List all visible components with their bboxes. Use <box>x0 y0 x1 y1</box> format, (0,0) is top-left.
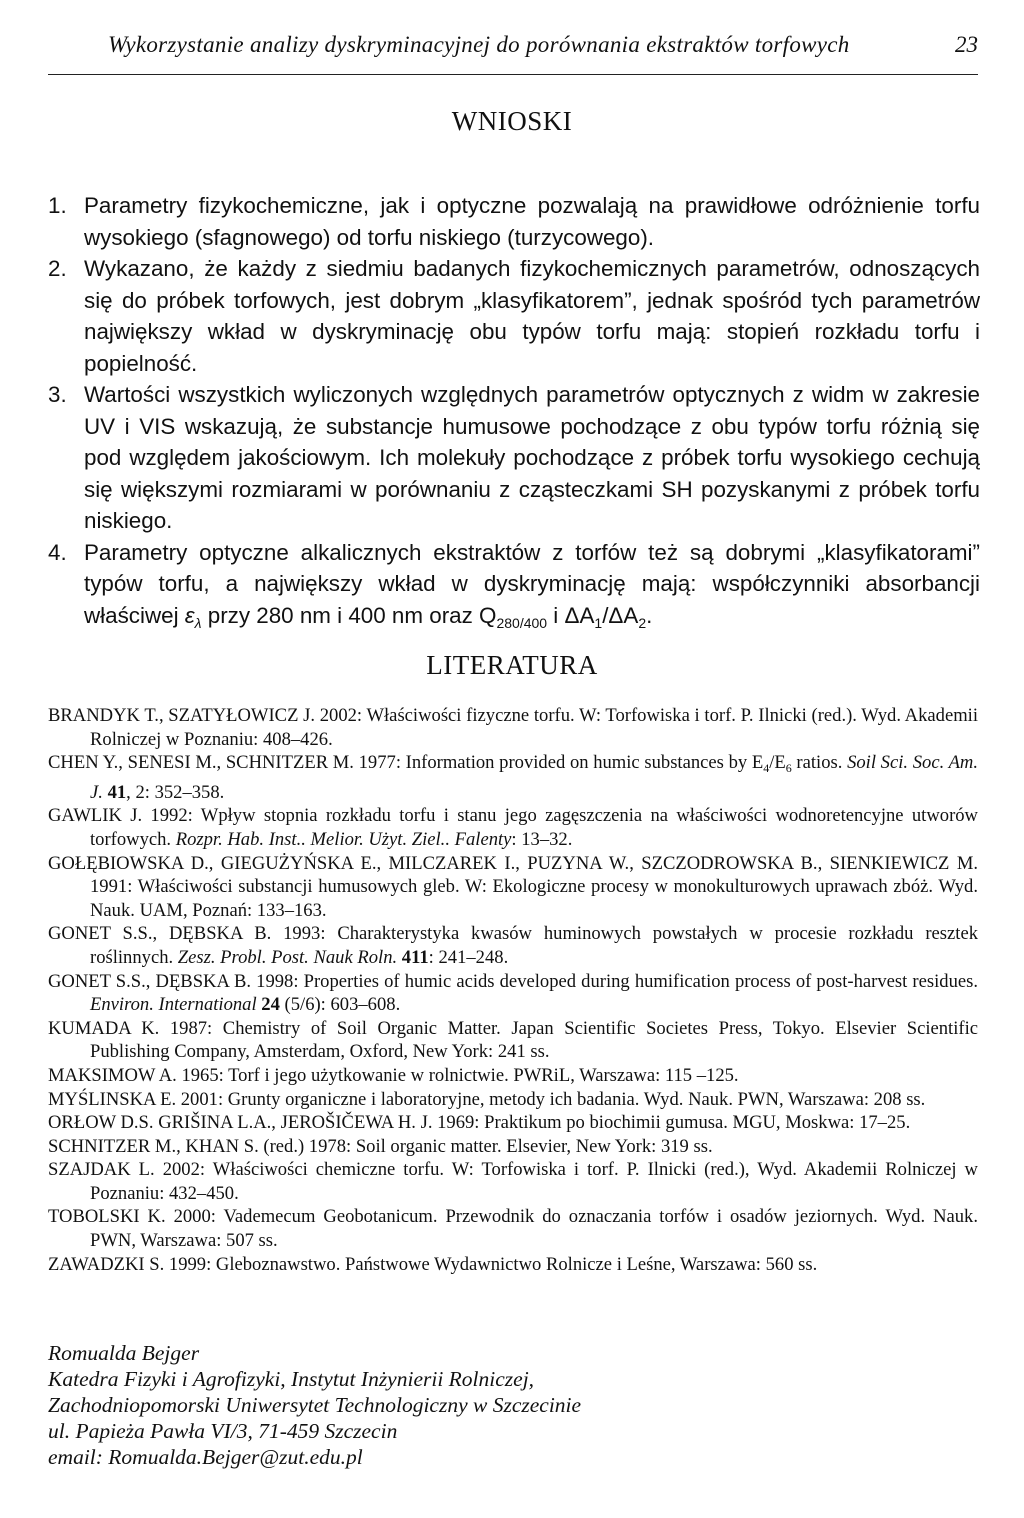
author-address: ul. Papieża Pawła VI/3, 71-459 Szczecin <box>48 1419 398 1443</box>
reference-entry <box>48 1158 978 1205</box>
reference-text: /E <box>769 752 786 774</box>
conclusion-text: Wartości wszystkich wyliczonych względnych parametrów optycznych z widm w zakresie UV i VIS wskazują, że substancje humusowe pochodzące z obu typów torfu różnią się pod względem jakościowym. Ich molekuły pochodzące z próbek torfu wysokiego cechują się większymi rozmiarami w porównaniu z cząsteczkami SH pozyskanymi z próbek torfu niskiego. <box>84 382 980 533</box>
conclusion-text-part: Parametry optyczne alkalicznych ekstraktów z torfów też są dobrymi „klasyfikatorami” typów torfu, a największy wkład w dyskryminację mają: współczynniki absorbancji właściwej <box>84 539 980 628</box>
epsilon-symbol: ε <box>184 602 195 628</box>
reference-text: GONET S.S., DĘBSKA B. 1993: Charakterystyka kwasów huminowych powstałych w procesie rozkładu resztek roślinnych. <box>48 923 978 968</box>
author-email: email: Romualda.Bejger@zut.edu.pl <box>48 1445 363 1469</box>
reference-text: SCHNITZER M., KHAN S. (red.) 1978: Soil organic matter. Elsevier, New York: 319 ss. <box>48 1135 713 1157</box>
references-list <box>48 704 978 1276</box>
running-title: Wykorzystanie analizy dyskryminacyjnej do porównania ekstraktów torfowych <box>108 32 850 57</box>
epsilon-subscript: λ <box>194 614 202 631</box>
author-university: Zachodniopomorski Uniwersytet Technologiczny w Szczecinie <box>48 1393 582 1417</box>
author-name: Romualda Bejger <box>48 1341 200 1365</box>
reference-entry <box>48 751 978 804</box>
conclusion-text: Wykazano, że każdy z siedmiu badanych fizykochemicznych parametrów, odnoszących się do próbek torfowych, jest dobrym „klasyfikatorem”, jednak spośród tych parametrów największy wkład w dyskryminację obu typów torfu mają: stopień rozkładu torfu i popielność. <box>84 256 980 376</box>
reference-text: GOŁĘBIOWSKA D., GIEGUŻYŃSKA E., MILCZAREK I., PUZYNA W., SZCZODROWSKA B., SIENKIEWICZ M. 1991: Właściwości substancji humusowych gleb. W: Ekologiczne procesy w monokulturowych uprawach zbóż. Wyd. Nauk. UAM, Poznań: 133–163. <box>48 852 978 921</box>
reference-entry <box>48 1111 978 1135</box>
reference-text: GONET S.S., DĘBSKA B. 1998: Properties of humic acids developed during humification process of post-harvest residues. <box>48 970 978 992</box>
reference-entry <box>48 1017 978 1064</box>
conclusion-text: Parametry fizykochemiczne, jak i optyczne pozwalają na prawidłowe odróżnienie torfu wysokiego (sfagnowego) od torfu niskiego (turzycowego). <box>84 193 980 250</box>
running-header <box>48 30 978 75</box>
reference-text: : 13–32. <box>511 828 573 850</box>
page-number: 23 <box>955 32 978 57</box>
a1-subscript: 1 <box>594 614 603 631</box>
reference-text: GAWLIK J. 1992: Wpływ stopnia rozkładu torfu i stanu jego zagęszczenia na właściwości wodnoretencyjne utworów torfowych. <box>48 805 978 850</box>
conclusion-item <box>48 253 980 379</box>
reference-volume: 24 <box>261 994 280 1016</box>
reference-text: ZAWADZKI S. 1999: Gleboznawstwo. Państwowe Wydawnictwo Rolnicze i Leśne, Warszawa: 560 ss. <box>48 1253 818 1275</box>
reference-entry <box>48 1064 978 1088</box>
author-department: Katedra Fizyki i Agrofizyki, Instytut Inżynierii Rolniczej, <box>48 1367 535 1391</box>
reference-text: : 241–248. <box>428 946 509 968</box>
references-heading: LITERATURA <box>426 650 598 680</box>
conclusion-text-part: /ΔA <box>602 602 639 628</box>
reference-entry <box>48 852 978 923</box>
reference-journal: Soil Sci. Soc. Am. J. <box>90 752 979 803</box>
conclusion-text <box>84 537 980 640</box>
conclusion-text-part: . <box>646 602 653 628</box>
reference-journal: Zesz. Probl. Post. Nauk Roln. <box>177 946 398 968</box>
reference-text: ORŁOW D.S. GRIŠINA L.A., JEROŠIČEWA H. J. 1969: Praktikum po biochimii gumusa. MGU, Moskwa: 17–25. <box>48 1112 911 1134</box>
reference-entry <box>48 1253 978 1277</box>
reference-entry <box>48 922 978 969</box>
reference-text: , 2: 352–358. <box>126 781 225 803</box>
reference-entry <box>48 704 978 751</box>
reference-volume: 411 <box>401 946 429 968</box>
reference-text: SZAJDAK L. 2002: Właściwości chemiczne torfu. W: Torfowiska i torf. P. Ilnicki (red.), Wyd. Akademii Rolniczej w Poznaniu: 432–450. <box>48 1159 978 1204</box>
reference-text: TOBOLSKI K. 2000: Vademecum Geobotanicum. Przewodnik do oznaczania torfów i osadów jeziornych. Wyd. Nauk. PWN, Warszawa: 507 ss. <box>48 1206 978 1252</box>
reference-text: BRANDYK T., SZATYŁOWICZ J. 2002: Właściwości fizyczne torfu. W: Torfowiska i torf. P. Ilnicki (red.). Wyd. Akademii Rolniczej w Poznaniu: 408–426. <box>48 705 978 750</box>
conclusion-number: 3. <box>48 382 67 407</box>
reference-entry <box>48 1088 978 1112</box>
reference-entry <box>48 1135 978 1159</box>
reference-text: (5/6): 603–608. <box>279 994 401 1016</box>
conclusion-text-part: przy 280 nm i 400 nm oraz Q <box>201 602 497 628</box>
q-subscript: 280/400 <box>496 614 548 631</box>
conclusion-number: 1. <box>48 193 67 218</box>
reference-text: CHEN Y., SENESI M., SCHNITZER M. 1977: Information provided on humic substances by E <box>48 752 764 774</box>
reference-entry <box>48 1205 978 1252</box>
conclusion-item <box>48 190 980 253</box>
reference-text: ratios. <box>791 752 848 774</box>
conclusion-text-part: i ΔA <box>547 602 595 628</box>
reference-subscript: 6 <box>785 761 792 776</box>
reference-journal: Environ. International <box>90 994 257 1016</box>
reference-text: MYŚLINSKA E. 2001: Grunty organiczne i laboratoryjne, metody ich badania. Wyd. Nauk. PWN, Warszawa: 208 ss. <box>48 1088 926 1110</box>
reference-subscript: 4 <box>763 761 770 776</box>
conclusions-list <box>48 190 980 639</box>
author-affiliation <box>48 1340 978 1470</box>
reference-text: KUMADA K. 1987: Chemistry of Soil Organic Matter. Japan Scientific Societes Press, Tokyo. Elsevier Scientific Publishing Company, Amsterdam, Oxford, New York: 241 ss. <box>48 1017 978 1063</box>
conclusion-item <box>48 537 980 640</box>
a2-subscript: 2 <box>638 614 647 631</box>
conclusion-number: 4. <box>48 539 67 565</box>
reference-entry <box>48 970 978 1017</box>
reference-volume: 41 <box>107 781 127 803</box>
conclusion-number: 2. <box>48 256 67 281</box>
reference-entry <box>48 804 978 851</box>
conclusions-heading: WNIOSKI <box>451 106 573 136</box>
reference-journal: Rozpr. Hab. Inst.. Melior. Użyt. Ziel.. Falenty <box>175 828 512 850</box>
conclusion-item <box>48 379 980 537</box>
reference-text: MAKSIMOW A. 1965: Torf i jego użytkowanie w rolnictwie. PWRiL, Warszawa: 115 –125. <box>48 1064 739 1086</box>
